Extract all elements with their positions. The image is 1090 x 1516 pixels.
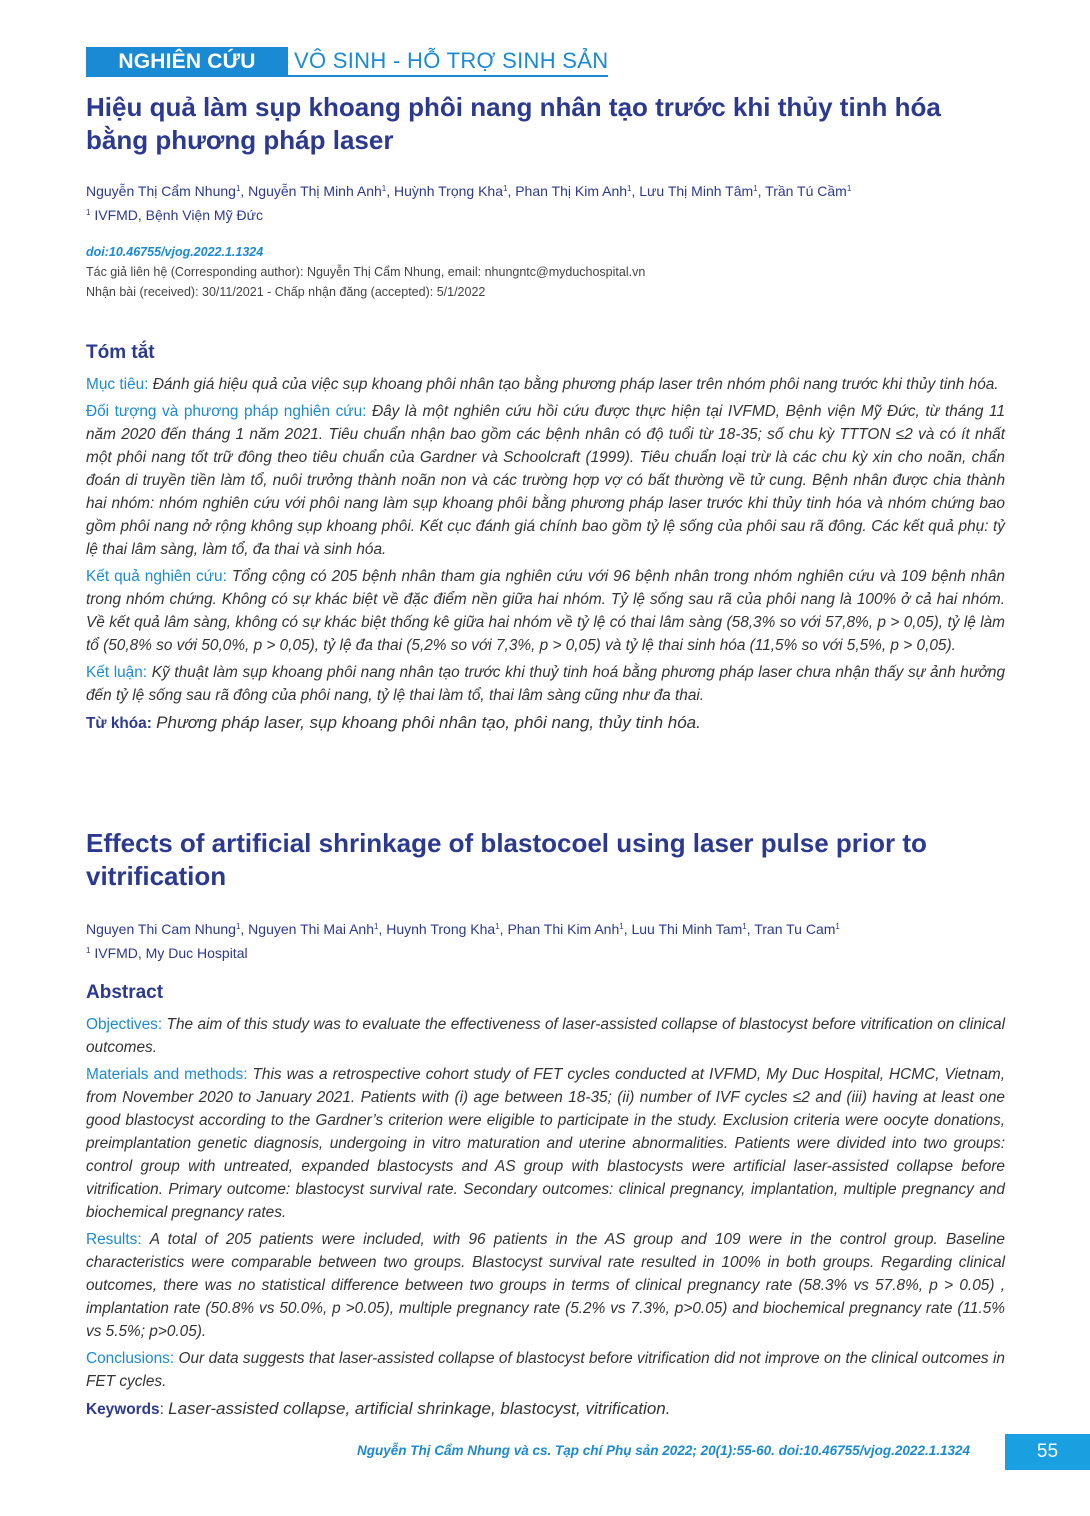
corresponding-author: Tác giả liên hệ (Corresponding author): Nguyễn Thị Cẩm Nhung, email: nhungntc@myduchospital.vn — [86, 265, 646, 279]
author: Nguyen Thi Cam Nhung$^1$, — [86, 921, 249, 937]
author: Nguyễn Thị Minh Anh$^1$, — [248, 183, 395, 199]
author: Phan Thị Kim Anh$^1$, — [515, 183, 640, 199]
en-objectives: Objectives: The aim of this study was to evaluate the effectiveness of laser-assisted collapse of blastocyst before vitrification on clinical outcomes. — [86, 1016, 1006, 1056]
vi-abstract — [86, 373, 1005, 739]
en-abstract — [86, 1013, 1005, 1425]
en-abstract-heading: Abstract — [86, 982, 164, 1003]
en-keywords: Keywords: Laser-assisted collapse, artificial shrinkage, blastocyst, vitrification. — [86, 1399, 671, 1418]
en-methods: Materials and methods: This was a retrospective cohort study of FET cycles conducted at IVFMD, My Duc Hospital, HCMC, Vietnam, from November 2020 to January 2021. Patients with (i) age between 18-35; (ii) number of IVF cycles ≤2 and (iii) having at least one good blastocyst according to the Gardner’s criterion were eligible to participate in the study. Exclusion criteria were oocyte donations, preimplantation genetic diagnosis, undergoing in vitro maturation and uterine abnormalities. Patients were divided into two groups: control group with untreated, expanded blastocysts and AS group with blastocysts were artificial laser-assisted collapse before vitrification. Primary outcome: blastocyst survival rate. Secondary outcomes: clinical pregnancy, implantation, multiple pregnancy and biochemical pregnancy rates. — [86, 1066, 1005, 1221]
author: Nguyễn Thị Cẩm Nhung$^1$, — [86, 183, 249, 199]
vi-keywords: Từ khóa: Phương pháp laser, sụp khoang phôi nhân tạo, phôi nang, thủy tinh hóa. — [86, 713, 701, 732]
author: Lưu Thị Minh Tâm$^1$, — [639, 183, 766, 199]
vi-methods: Đối tượng và phương pháp nghiên cứu: Đây là một nghiên cứu hồi cứu được thực hiện tại IVFMD, Bệnh viện Mỹ Đức, từ tháng 11 năm 2020 đến tháng 1 năm 2021. Tiêu chuẩn nhận bao gồm các bệnh nhân có độ tuổi từ 18-35; số chu kỳ TTTON ≤2 và có ít nhất một phôi nang tốt trữ đông theo tiêu chuẩn của Gardner và Schoolcraft (1999). Tiêu chuẩn loại trừ là các chu kỳ xin cho noãn, chẩn đoán di truyền tiền làm tổ, nuôi trưởng thành noãn non và các trường hợp vợ có bất thường về tử cung. Bệnh nhân được chia thành hai nhóm: nhóm nghiên cứu với phôi nang làm sụp khoang phôi bằng phương pháp laser trước khi thủy tinh hóa và nhóm chứng bao gồm phôi nang nở rộng không sụp khoang phôi. Kết cục đánh giá chính bao gồm tỷ lệ sống của phôi sau rã đông. Các kết quả phụ: tỷ lệ thai lâm sàng, làm tổ, đa thai và sinh hóa. — [86, 403, 1005, 558]
en-author-list — [86, 916, 1006, 940]
page-number: 55 — [1005, 1434, 1090, 1470]
vi-objectives: Mục tiêu: Đánh giá hiệu quả của việc sụp khoang phôi nhân tạo bằng phương pháp laser trên nhóm phôi nang trước khi thủy tinh hóa. — [86, 376, 999, 393]
received-accepted-dates: Nhận bài (received): 30/11/2021 - Chấp nhận đăng (accepted): 5/1/2022 — [86, 285, 486, 299]
article-meta — [86, 242, 645, 302]
author: Nguyen Thi Mai Anh$^1$, — [248, 921, 387, 937]
vi-conclusions: Kết luận: Kỹ thuật làm sụp khoang phôi nang nhân tạo trước khi thuỷ tinh hoá bằng phương pháp laser chưa nhận thấy sự ảnh hưởng đến tỷ lệ sống sau rã đông của phôi nang, tỷ lệ thai làm tổ, thai lâm sàng cũng như đa thai. — [86, 664, 1005, 704]
en-title: Effects of artificial shrinkage of blastocoel using laser pulse prior to vitrification — [86, 828, 927, 891]
footer-citation: Nguyễn Thị Cẩm Nhung và cs. Tạp chí Phụ sản 2022; 20(1):55-60. doi:10.46755/vjog.2022.1.1324 — [357, 1443, 970, 1458]
author: Trần Tú Cầm$^1$ — [765, 183, 852, 199]
author: Tran Tu Cam$^1$ — [754, 921, 840, 937]
section-header — [86, 47, 608, 77]
category-badge: NGHIÊN CỨU — [86, 47, 288, 77]
doi-link[interactable]: doi:10.46755/vjog.2022.1.1324 — [86, 245, 264, 259]
vi-abstract-heading: Tóm tắt — [86, 342, 155, 363]
vi-author-list — [86, 178, 1006, 202]
en-affiliation: $^1$ IVFMD, My Duc Hospital — [86, 945, 248, 961]
vi-affiliation: $^1$ IVFMD, Bệnh Viện Mỹ Đức — [86, 207, 263, 223]
en-conclusions: Conclusions: Our data suggests that laser-assisted collapse of blastocyst before vitrification did not improve on the clinical outcomes in FET cycles. — [86, 1350, 1005, 1390]
author: Huỳnh Trọng Kha$^1$, — [394, 183, 516, 199]
en-authors — [86, 916, 1006, 964]
vi-results: Kết quả nghiên cứu: Tổng cộng có 205 bệnh nhân tham gia nghiên cứu với 96 bệnh nhân trong nhóm nghiên cứu và 109 bệnh nhân trong nhóm chứng. Không có sự khác biệt về đặc điểm nền giữa hai nhóm. Tỷ lệ sống sau rã của phôi nang là 100% ở cả hai nhóm. Về kết quả lâm sàng, không có sự khác biệt thống kê giữa hai nhóm về tỷ lệ có thai lâm sàng (58,3% so với 57,8%, p > 0,05), tỷ lệ làm tổ (50,8% so với 50,0%, p > 0,05), tỷ lệ đa thai (5,2% so với 7,3%, p > 0,05) và tỷ lệ thai sinh hóa (11,5% so với 5,5%, p > 0,05). — [86, 568, 1005, 654]
section-label: VÔ SINH - HỖ TRỢ SINH SẢN — [288, 47, 608, 77]
author: Phan Thi Kim Anh$^1$, — [507, 921, 632, 937]
vi-title: Hiệu quả làm sụp khoang phôi nang nhân tạo trước khi thủy tinh hóa bằng phương pháp laser — [86, 92, 941, 155]
author: Huynh Trong Kha$^1$, — [386, 921, 508, 937]
vi-authors — [86, 178, 1006, 226]
author: Luu Thi Minh Tam$^1$, — [631, 921, 755, 937]
en-results: Results: A total of 205 patients were included, with 96 patients in the AS group and 109 were in the control group. Baseline characteristics were comparable between two groups. Blastocyst survival rate resulted in 100% in both groups. Regarding clinical outcomes, there was no statistical difference between two groups in terms of clinical pregnancy rate (58.3% vs 57.8%, p > 0.05) , implantation rate (50.8% vs 50.0%, p >0.05), multiple pregnancy rate (5.2% vs 7.3%, p>0.05) and biochemical pregnancy rate (11.5% vs 5.5%; p>0.05). — [86, 1231, 1005, 1340]
